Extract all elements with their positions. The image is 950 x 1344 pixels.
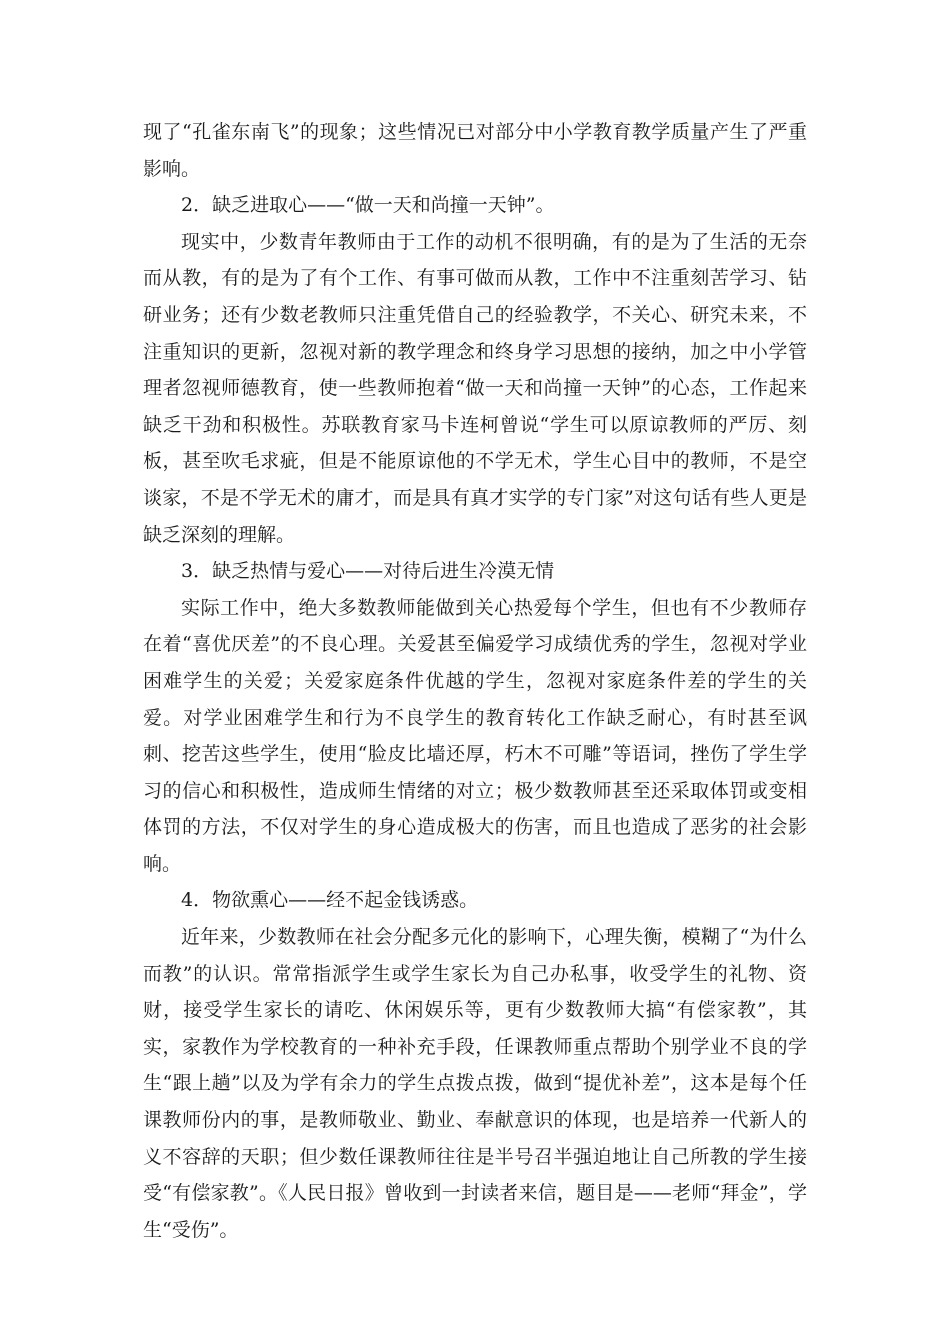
section-heading-2: 2．缺乏进取心——“做一天和尚撞一天钟”。: [181, 194, 555, 217]
paragraph: 近年来，少数教师在社会分配多元化的影响下，心理失衡，模糊了“为什么而教”的认识。常常指派学生或学生家长为自己办私事，收受学生的礼物、资财，接受学生家长的请吃、休闲娱乐等，更有少数教师大搞“有偿家教”，其实，家教作为学校教育的一种补充手段，任课教师重点帮助个别学业不良的学生“跟上趟”以及为学有余力的学生点拨点拨，做到“提优补差”，这本是每个任课教师份内的事，是教师敬业、勤业、奉献意识的体现，也是培养一代新人的义不容辞的天职；但少数任课教师往往是半号召半强迫地让自己所教的学生接受“有偿家教”。《人民日报》曾收到一封读者来信，题目是——老师“拜金”，学生“受伤”。: [143, 926, 807, 1241]
section-heading-3: 3．缺乏热情与爱心——对待后进生冷漠无情: [181, 560, 555, 583]
paragraph-continuation: 现了“孔雀东南飞”的现象；这些情况已对部分中小学教育教学质量产生了严重影响。: [143, 121, 807, 180]
document-body: [143, 114, 807, 1248]
section-heading-4: 4．物欲熏心——经不起金钱诱惑。: [181, 889, 479, 912]
paragraph: 现实中，少数青年教师由于工作的动机不很明确，有的是为了生活的无奈而从教，有的是为了有个工作、有事可做而从教，工作中不注重刻苦学习、钻研业务；还有少数老教师只注重凭借自己的经验教学，不关心、研究未来，不注重知识的更新，忽视对新的教学理念和终身学习思想的接纳，加之中小学管理者忽视师德教育，使一些教师抱着“做一天和尚撞一天钟”的心态，工作起来缺乏干劲和积极性。苏联教育家马卡连柯曾说“学生可以原谅教师的严厉、刻板，甚至吹毛求疵，但是不能原谅他的不学无术，学生心目中的教师，不是空谈家，不是不学无术的庸才，而是具有真才实学的专门家”对这句话有些人更是缺乏深刻的理解。: [143, 230, 807, 546]
paragraph: 实际工作中，绝大多数教师能做到关心热爱每个学生，但也有不少教师存在着“喜优厌差”的不良心理。关爱甚至偏爱学习成绩优秀的学生，忽视对学业困难学生的关爱；关爱家庭条件优越的学生，忽视对家庭条件差的学生的关爱。对学业困难学生和行为不良学生的教育转化工作缺乏耐心，有时甚至讽刺、挖苦这些学生，使用“脸皮比墙还厚，朽木不可雕”等语词，挫伤了学生学习的信心和积极性，造成师生情绪的对立；极少数教师甚至还采取体罚或变相体罚的方法，不仅对学生的身心造成极大的伤害，而且也造成了恶劣的社会影响。: [143, 596, 807, 875]
